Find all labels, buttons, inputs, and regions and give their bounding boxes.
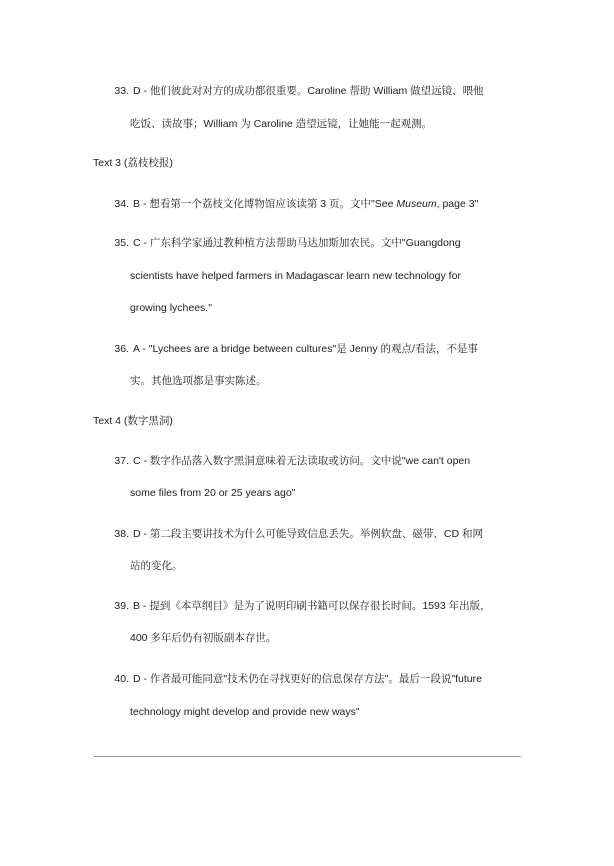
- item-explanation-line: 作者最可能同意"技术仍在寻找更好的信息保存方法"。最后一段说"future: [149, 673, 482, 685]
- item-number: 40.: [114, 673, 129, 685]
- item-answer: D -: [133, 673, 147, 685]
- item-explanation-line: "Lychees are a bridge between cultures"是 Jenny 的观点/看法，不是事: [148, 343, 478, 355]
- item-number: 38.: [114, 528, 129, 540]
- item-explanation-line: some files from 20 or 25 years ago": [130, 487, 296, 499]
- item-answer: D -: [133, 528, 147, 540]
- item-explanation-line: scientists have helped farmers in Madagascar learn new technology for: [130, 270, 461, 282]
- item-explanation-line: growing lychees.": [130, 302, 212, 314]
- item-answer: B -: [133, 198, 147, 210]
- item-explanation-line: 他们彼此对对方的成功都很重要。Caroline 帮助 William 做望远镜、喂他: [149, 85, 484, 97]
- horizontal-divider: [94, 756, 521, 757]
- item-number: 39.: [114, 600, 129, 612]
- item-answer: A -: [133, 343, 146, 355]
- item-explanation-line: 数字作品落入数字黑洞意味着无法读取或访问。文中说"we can't open: [149, 455, 471, 467]
- item-number: 36.: [114, 343, 129, 355]
- item-explanation-line: 广东科学家通过教种植方法帮助马达加斯加农民。文中"Guangdong: [149, 237, 461, 249]
- item-explanation-line: 吃饭、读故事；William 为 Caroline 造望远镜，让她能一起观测。: [130, 118, 433, 130]
- item-number: 34.: [114, 198, 129, 210]
- item-explanation-line: 站的变化。: [130, 560, 183, 572]
- item-explanation-line: 实。其他选项都是事实陈述。: [130, 375, 267, 387]
- item-explanation-line: 提到《本草纲目》是为了说明印刷书籍可以保存很长时间。1593 年出版，: [149, 600, 491, 612]
- item-answer: B -: [133, 600, 147, 612]
- item-answer: C -: [133, 237, 147, 249]
- item-explanation-line: 想看第一个荔枝文化博物馆应该读第 3 页。文中"See: [149, 198, 397, 210]
- item-answer: D -: [133, 85, 147, 97]
- item-number: 33.: [114, 85, 129, 97]
- section-heading-text4: Text 4 (数字黑洞): [93, 415, 173, 427]
- item-number: 37.: [114, 455, 129, 467]
- item-explanation-line: technology might develop and provide new ways": [130, 706, 360, 718]
- item-number: 35.: [114, 237, 129, 249]
- item-explanation-line: 400 多年后仍有初版副本存世。: [130, 632, 277, 644]
- item-explanation-emphasis: Museum: [396, 198, 437, 210]
- item-answer: C -: [133, 455, 147, 467]
- item-explanation-line: 第二段主要讲技术为什么可能导致信息丢失。举例软盘、磁带、CD 和网: [149, 528, 484, 540]
- item-explanation-line: , page 3": [436, 198, 479, 210]
- section-heading-text3: Text 3 (荔枝校报): [93, 157, 173, 169]
